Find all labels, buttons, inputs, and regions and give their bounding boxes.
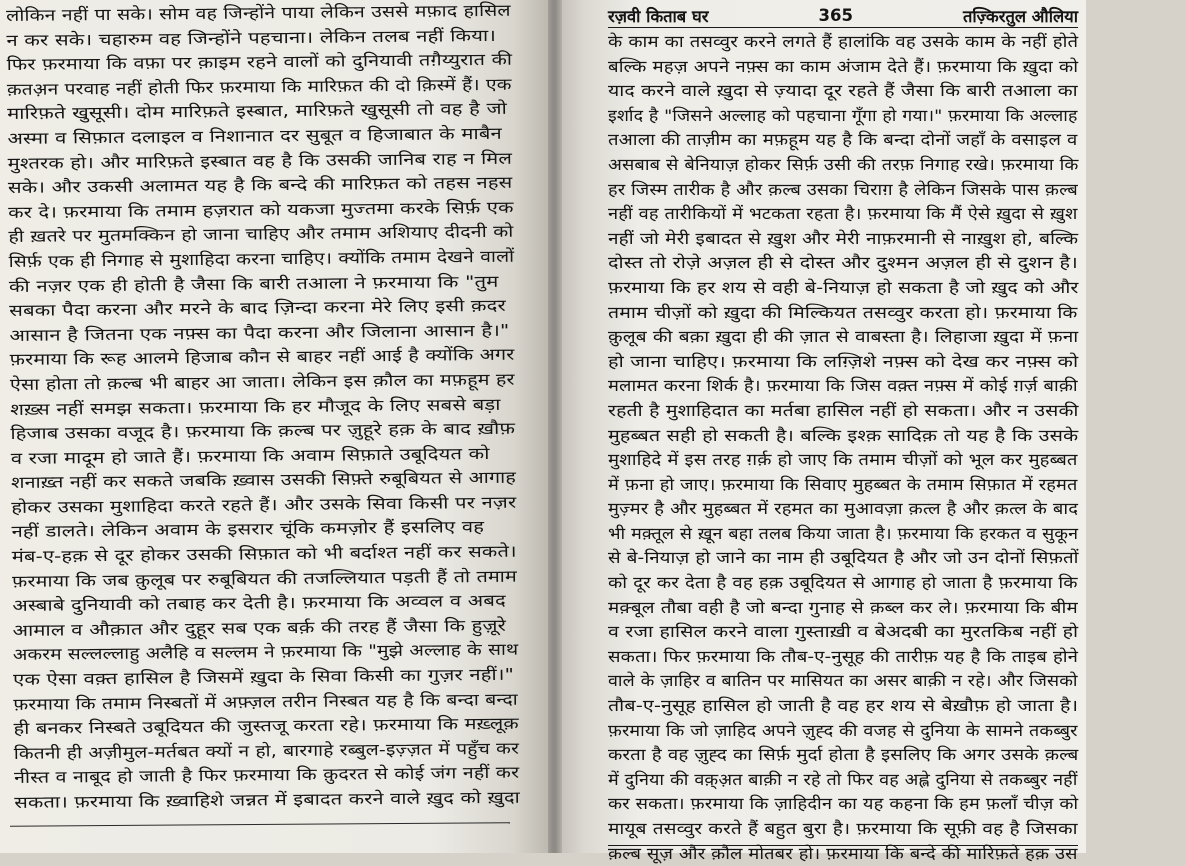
left-bottom-rule — [10, 822, 510, 826]
right-page-line: मायूब तसव्वुर करते हैं बहुत बुरा है। फ़रमाया कि सूफ़ी वह है जिसका — [608, 819, 1078, 838]
right-page-line: क़ल्ब सूज़ और क़ौल मोतबर हो। फ़रमाया कि बन्दे की मारिफ़ते हक़ उस — [608, 843, 1078, 863]
right-page-line: मुशाहिदे में इस तरह ग़र्क़ हो जाए कि तमाम चीज़ों को भूल कर मुहब्बत — [608, 450, 1078, 470]
left-page-line: की नज़र एक ही होती है जैसा कि बारी तआला ने फ़रमाया कि "तुम — [8, 271, 499, 296]
right-page-line: नहीं जो मेरी इबादत से ख़ुश और मेरी नाफ़रमानी से नाख़ुश हो, बल्कि — [608, 228, 1079, 248]
left-page-line: कर दे। फ़रमाया कि तमाम हज़रात को यकजा मुज्तमा करके सिर्फ़ एक — [8, 197, 514, 222]
right-page-line: को दूर कर देता है वह हक़ उबूदियत से आगाह हो जाता है फ़रमाया कि — [608, 573, 1078, 593]
left-page-text — [6, 0, 524, 816]
right-page-line: रहती है मुशाहिदात का मर्तबा हासिल नहीं हो सकता। और न उसकी — [608, 400, 1079, 420]
book-gutter — [548, 0, 562, 853]
right-page-line: में फ़ना हो जाए। फ़रमाया कि सिवाए मुहब्बत के तमाम सिफ़ात में रहमत — [608, 474, 1078, 494]
left-page-line: मारिफ़ते खुसूसी। दोम मारिफ़ते इस्बात, मारिफ़ते खुसूसी तो वह है जो — [7, 99, 508, 124]
left-page-line: सकता। फ़रमाया कि ख़्वाहिशे जन्नत में इबादत करने वाले ख़ुद को ख़ुदा — [14, 787, 521, 812]
left-page-line: आमाल व औक़ात और दुहूर सब एक बर्क़ की तरह हैं जैसा कि हुज़ूरे — [12, 615, 507, 640]
right-page-line: तौब-ए-नुसूह हासिल हो जाती है वह हर शय से बेख़ौफ़ हो जाता है। — [608, 696, 1079, 716]
header-publisher: रज़वी किताब घर — [608, 6, 709, 26]
left-page-line: मंब-ए-हक़ से दूर होकर उसकी सिफ़ात को भी बर्दाश्त नहीं कर सकते। — [11, 541, 517, 567]
right-page-line: इर्शाद है "जिसने अल्लाह को पहचाना गूँगा हो गया।" फ़रमाया कि अल्लाह — [608, 105, 1078, 125]
left-page-line: आसान है जितना एक नफ़्स का पैदा करना और जिलाना आसान है।" — [9, 320, 510, 345]
running-header — [608, 3, 1078, 27]
right-page-line: मुज़्मर है और मुहब्बत में रहमत का मुआवज़ा क़त्ल है और क़त्ल के बाद — [608, 499, 1079, 519]
left-page-line: सिर्फ़ एक ही निगाह से मुशाहिदा करना चाहिए। क्योंकि तमाम देखने वालों — [8, 246, 515, 271]
right-page-line: बल्कि महज़ अपने नफ़्स का काम अंजाम देते हैं। फ़रमाया कि ख़ुदा को — [608, 56, 1079, 76]
left-page-line: अस्मा व सिफ़ात दलाइल व निशानात दर सुबूत व हिजाबात के माबैन — [7, 123, 502, 148]
left-page-line: ही ख़तरे पर मुतमक्किन हो जाना चाहिए और तमाम अशियाए दीदनी को — [8, 222, 514, 247]
right-page-line: कर सकता। फ़रमाया कि ज़ाहिदीन का यह कहना कि हम फ़लाँ चीज़ को — [608, 794, 1079, 814]
left-page-line: व रजा मादूम हो जाते हैं। फ़रमाया कि अवाम सिफ़ाते उबूदियत को — [10, 443, 490, 468]
left-page-line: फिर फ़रमाया कि वफ़ा पर क़ाइम रहने वालों को दुनियावी तग़ैय्युरात की — [6, 49, 513, 75]
left-page-line: अकरम सल्लल्लाहु अलैहि व सल्लम ने फ़रमाया कि "मुझे अल्लाह के साथ — [12, 640, 519, 665]
left-page-line: सके। और उकसी अलामत यह है कि बन्दे की मारिफ़त को तहस नहस — [7, 172, 513, 198]
right-page-line: याद करने वाले ख़ुदा से ज़्यादा दूर रहते हैं जैसा कि बारी तआला का — [608, 81, 1078, 101]
right-page-line: से बे-नियाज़ हो जाने का नाम ही उबूदियत है और जो उन दोनों सिफ़तों — [608, 548, 1079, 568]
left-page-line: नहीं डालते। लेकिन अवाम के इसरार चूंकि कमज़ोर हैं इसलिए वह — [11, 517, 485, 542]
right-page-text — [608, 30, 1078, 866]
right-page-line: तआला की ताज़ीम का मफ़हूम यह है कि बन्दा दोनों जहाँ के वसाइल व — [608, 130, 1078, 150]
left-page-line: होकर उसका मुशाहिदा करते रहते हैं। और उसके सिवा किसी पर नज़र — [11, 492, 517, 517]
left-page-line: लोकिन नहीं पा सके। सोम वह जिन्होंने पाया लेकिन उससे मफ़ाद हासिल — [6, 0, 511, 25]
left-page-line: नीस्त व नाबूद हो जाती है फिर फ़रमाया कि क़ुदरत से कोई जंग नहीं कर — [14, 763, 520, 788]
right-page-line: हर जिस्म तारीक है और क़ल्ब उसका चिराग़ है लेकिन जिसके पास क़ल्ब — [608, 179, 1078, 199]
right-bottom-rule — [608, 845, 1078, 846]
left-page-line: सबका पैदा करना और मरने के बाद ज़िन्दा करना मेरे लिए इसी क़दर — [9, 295, 507, 321]
right-page-line: दोस्त तो रोज़े अज़ल ही से दोस्त और दुश्मन अज़ल ही से दुशन है। — [608, 253, 1078, 273]
right-page-line: फ़रमाया कि हर शय से वही बे-नियाज़ हो सकता है जो ख़ुद को और — [608, 277, 1079, 297]
right-page-line: फ़रमाया कि जो ज़ाहिद अपने ज़ुह्द की वजह से दुनिया के सामने तकब्बुर — [608, 720, 1078, 740]
right-page-line: हो जाना चाहिए। फ़रमाया कि लग़्ज़िशे नफ़्स को देख कर नफ़्स को — [608, 351, 1079, 371]
right-page-line: करता है वह ज़ुह्द का सिर्फ़ मुर्दा होता है इसलिए कि अगर उसके क़ल्ब — [608, 745, 1079, 765]
left-page-line: क़तअ़न परवाह नहीं होती फिर फ़रमाया कि मारिफ़त की दो क़िस्में हैं। एक — [6, 74, 512, 99]
right-page-line: सकता। फिर फ़रमाया कि तौब-ए-नुसूह की तारीफ़ यह है कि ताइब होने — [608, 646, 1079, 666]
right-page-line: व रजा हासिल करने वाला गुस्ताख़ी व बेअदबी का मुरतकिब नहीं हो — [608, 622, 1079, 642]
right-page-line: भी मक़्तूल से ख़ून बहा तलब किया जाता है। फ़रमाया कि हरकत व सुकून — [608, 523, 1079, 543]
right-page-line: मक़्बूल तौबा वही है जो बन्दा गुनाह से क़ब्ल कर ले। फ़रमाया कि बीम — [608, 597, 1078, 617]
right-page-line: तमाम चीज़ों को ख़ुदा की मिल्कियत तसव्वुर करता हो। फ़रमाया कि — [608, 302, 1078, 322]
right-page-line: मुहब्बत सही हो सकती है। बल्कि इश्क़ सादिक़ तो यह है कि उसके — [608, 425, 1079, 445]
right-page-line: वाले के ज़ाहिर व बातिन पर मासियत का असर बाक़ी न रहे। और जिसको — [608, 671, 1078, 691]
left-page-line: शख़्स नहीं समझ सकता। फ़रमाया कि हर मौजूद के लिए सबसे बड़ा — [10, 394, 501, 419]
left-page-line: एक ऐसा वक़्त हासिल है जिसमें ख़ुदा के सिवा किसी का गुज़र नहीं।" — [12, 664, 515, 689]
left-page-line: मुश्तरक हो। और मारिफ़ते इस्बात वह है कि उसकी जानिब राह न मिल — [7, 148, 513, 173]
right-page-line: मलामत करना शिर्क है। फ़रमाया कि जिस वक़्त नफ़्स में कोई ग़र्ज़ बाक़ी — [608, 376, 1078, 396]
left-page-line: ऐसा होता तो क़ल्ब भी बाहर आ जाता। लेकिन इस क़ौल का मफ़हूम हर — [9, 369, 515, 394]
page-number: 365 — [818, 5, 853, 25]
right-page — [553, 0, 1086, 863]
left-page-line: फ़रमाया कि तमाम निस्बतों में अफ़्ज़ल तरीन निस्बत यह है कि बन्दा बन्दा — [13, 689, 518, 714]
left-page-line: शनाख़्त नहीं कर सकते जबकि ख़्वास उसकी सिफ़्ते रुबूबियत से आगाह — [10, 467, 517, 493]
left-page-line: फ़रमाया कि जब क़ुलूब पर रुबूबियत की तजल्लियात पड़ती हैं तो तमाम — [11, 566, 517, 591]
right-page-line: में दुनिया की वक़्अ़त बाक़ी न रहे तो फिर वह अह्ले दुनिया से तकब्बुर नहीं — [608, 769, 1078, 789]
left-page-line: हिजाब उसका वजूद है। फ़रमाया कि क़ल्ब पर ज़ुहूरे हक़ के बाद ख़ौफ़ — [10, 418, 516, 444]
header-book-title: तज़्किरतुल औलिया — [962, 6, 1078, 26]
right-page-line: असबाब से बेनियाज़ होकर सिर्फ़ उसी की तरफ़ निगाह रखे। फ़रमाया कि — [608, 154, 1079, 174]
left-page-line: फ़रमाया कि रूह आलमे हिजाब कौन से बाहर नहीं आई है क्योंकि अगर — [9, 345, 515, 370]
right-page-line: के काम का तसव्वुर करने लगते हैं हालांकि वह उसके काम के नहीं होते — [608, 32, 1079, 51]
left-page — [0, 0, 553, 853]
right-page-line: नहीं वह तारीकियों में भटकता रहता है। फ़रमाया कि मैं ऐसे ख़ुदा से ख़ुश — [608, 204, 1078, 224]
right-page-line: क़ुलूब की बक़ा ख़ुदा ही की ज़ात से वाबस्ता है। लिहाजा ख़ुदा में फ़ना — [608, 327, 1079, 347]
left-page-line: ही बनकर निस्बते उबूदियत की जुस्तजू करता रहे। फ़रमाया कि मख़्लूक़ — [13, 713, 519, 739]
header-rule — [608, 27, 1078, 28]
left-page-line: अस्बाबे दुनियावी को तबाह कर देती है। फ़रमाया कि अव्वल व अबद — [12, 591, 506, 616]
left-page-line: कितनी ही अज़ीमुल-मर्तबत क्यों न हो, बारगाहे रब्बुल-इज़्ज़त में पहुँच कर — [13, 738, 520, 763]
left-page-line: न कर सके। चहारुम वह जिन्होंने पहचाना। लेकिन तलब नहीं किया। — [6, 25, 497, 50]
